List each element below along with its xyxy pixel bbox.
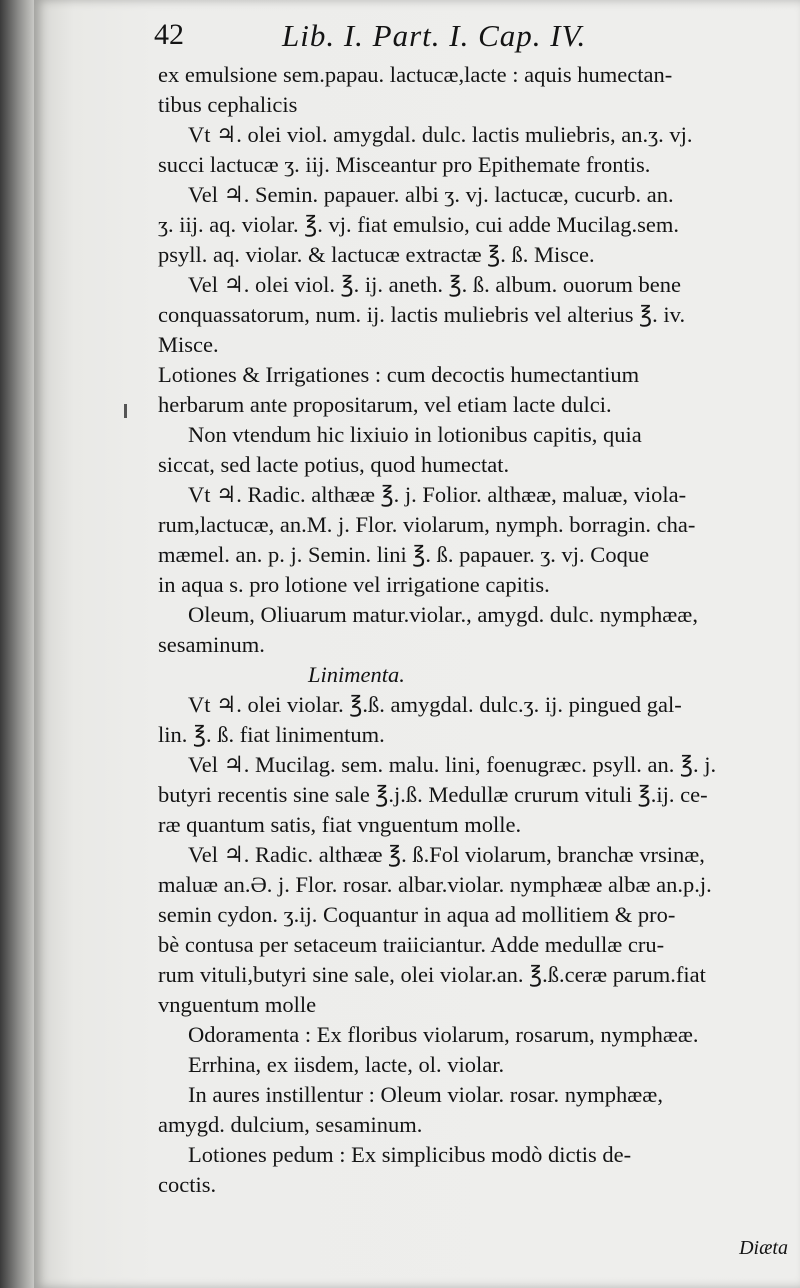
text-line: rum,lactucæ, an.M. j. Flor. violarum, nymph. borragin. cha- xyxy=(158,512,696,537)
section-heading: Linimenta. xyxy=(308,662,405,687)
text-line: siccat, sed lacte potius, quod humectat. xyxy=(158,452,510,477)
text-line: Non vtendum hic lixiuio in lotionibus capitis, quia xyxy=(188,422,642,447)
text-line: bè contusa per setaceum traiiciantur. Adde medullæ cru- xyxy=(158,932,665,957)
text-line: Vel ♃. olei viol. ℥. ij. aneth. ℥. ß. album. ouorum bene xyxy=(188,272,681,297)
text-line: ex emulsione sem.papau. lactucæ,lacte : aquis humectan- xyxy=(158,62,673,87)
text-line: Vt ♃. olei viol. amygdal. dulc. lactis muliebris, an.ʒ. vj. xyxy=(188,122,693,147)
text-line: Vt ♃. olei violar. ℥.ß. amygdal. dulc.ʒ. ij. pingued gal- xyxy=(188,692,682,717)
text-line: ʒ. iij. aq. violar. ℥. vj. fiat emulsio, cui adde Mucilag.sem. xyxy=(158,212,680,237)
text-line: tibus cephalicis xyxy=(158,92,298,117)
text-line: vnguentum molle xyxy=(158,992,317,1017)
text-line: succi lactucæ ʒ. iij. Misceantur pro Epithemate frontis. xyxy=(158,152,651,177)
text-line: Vt ♃. Radic. althææ ℥. j. Folior. althææ, maluæ, viola- xyxy=(188,482,687,507)
text-line: Vel ♃. Radic. althææ ℥. ß.Fol violarum, branchæ vrsinæ, xyxy=(188,842,705,867)
text-line: Odoramenta : Ex floribus violarum, rosarum, nymphææ. xyxy=(188,1022,699,1047)
text-line: sesaminum. xyxy=(158,632,265,657)
text-line: coctis. xyxy=(158,1172,217,1197)
book-page xyxy=(34,0,800,1288)
text-line: Errhina, ex iisdem, lacte, ol. violar. xyxy=(188,1052,505,1077)
text-line: Lotiones pedum : Ex simplicibus modò dictis de- xyxy=(188,1142,632,1167)
text-line: herbarum ante propositarum, vel etiam lacte dulci. xyxy=(158,392,612,417)
text-line: semin cydon. ʒ.ij. Coquantur in aqua ad mollitiem & pro- xyxy=(158,902,676,927)
text-line: maluæ an.Ə. j. Flor. rosar. albar.violar. nymphææ albæ an.p.j. xyxy=(158,872,712,897)
text-line: rum vituli,butyri sine sale, olei violar.an. ℥.ß.ceræ parum.fiat xyxy=(158,962,706,987)
text-line: Lotiones & Irrigationes : cum decoctis humectantium xyxy=(158,362,640,387)
text-line: Vel ♃. Mucilag. sem. malu. lini, foenugræc. psyll. an. ℥. j. xyxy=(188,752,717,777)
running-head: Lib. I. Part. I. Cap. IV. xyxy=(282,18,587,53)
text-line: in aqua s. pro lotione vel irrigatione capitis. xyxy=(158,572,550,597)
text-line: amygd. dulcium, sesaminum. xyxy=(158,1112,423,1137)
catchword: Diæta xyxy=(739,1237,788,1259)
text-line: butyri recentis sine sale ℥.j.ß. Medullæ crurum vituli ℥.ij. ce- xyxy=(158,782,708,807)
body-text xyxy=(158,60,800,1200)
page-number: 42 xyxy=(154,18,184,51)
text-line: In aures instillentur : Oleum violar. rosar. nymphææ, xyxy=(188,1082,663,1107)
text-line: psyll. aq. violar. & lactucæ extractæ ℥. ß. Misce. xyxy=(158,242,595,267)
text-line: Oleum, Oliuarum matur.violar., amygd. dulc. nymphææ, xyxy=(188,602,698,627)
text-line: mæmel. an. p. j. Semin. lini ℥. ß. papauer. ʒ. vj. Coque xyxy=(158,542,650,567)
page-header xyxy=(154,18,800,62)
text-line: Misce. xyxy=(158,332,219,357)
text-line: conquassatorum, num. ij. lactis muliebris vel alterius ℥. iv. xyxy=(158,302,686,327)
text-line: lin. ℥. ß. fiat linimentum. xyxy=(158,722,385,747)
book-binding-edge xyxy=(0,0,34,1288)
text-line: ræ quantum satis, fiat vnguentum molle. xyxy=(158,812,522,837)
margin-mark xyxy=(124,404,127,418)
text-line: Vel ♃. Semin. papauer. albi ʒ. vj. lactucæ, cucurb. an. xyxy=(188,182,674,207)
